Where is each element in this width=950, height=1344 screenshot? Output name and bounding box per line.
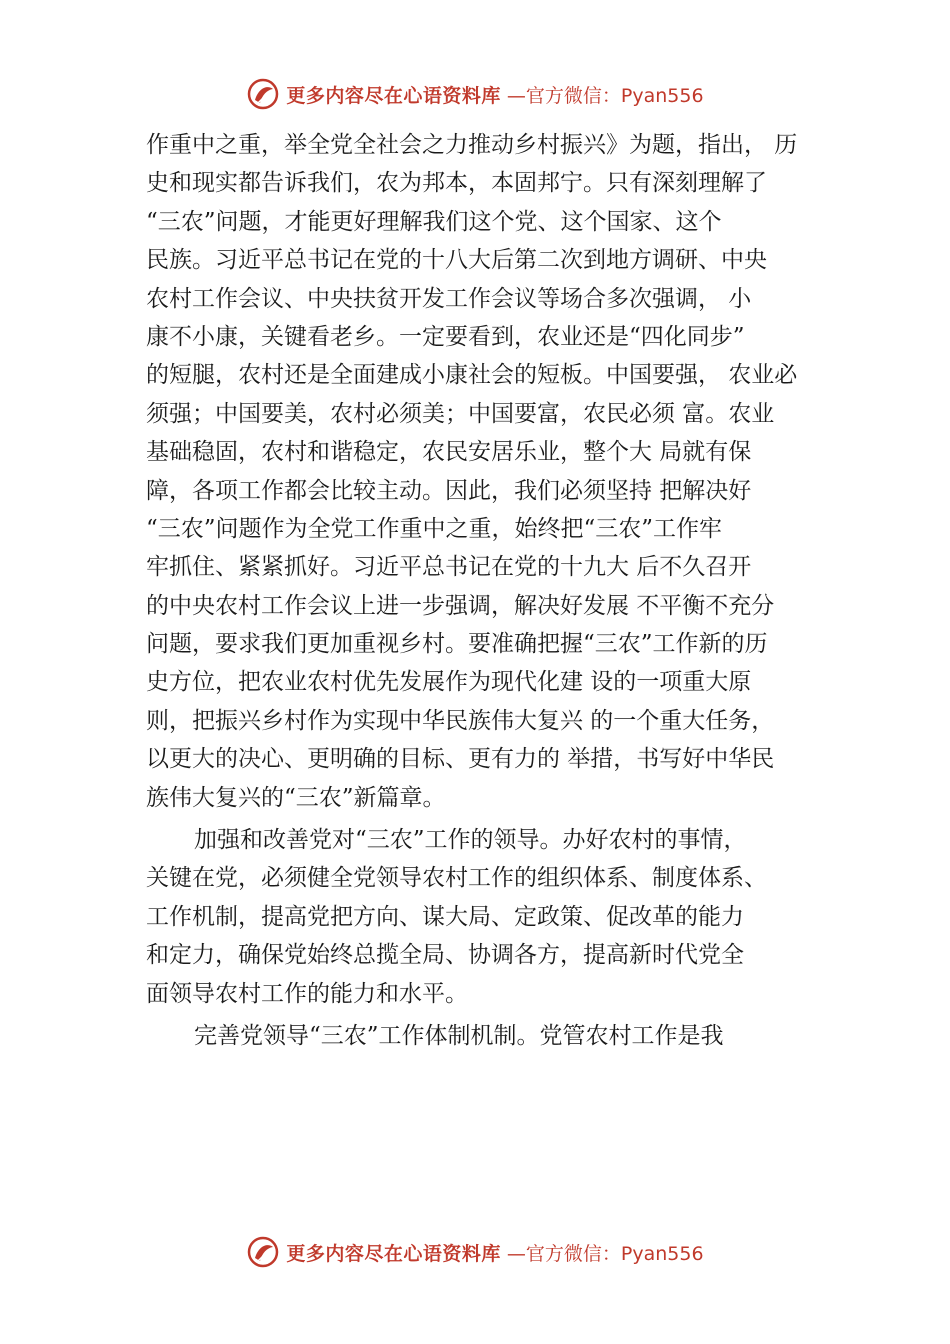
text-line: 史和现实都告诉我们，农为邦本，本固邦宁。只有深刻理解了 [146,170,767,197]
paragraph-start-line: 完善党领导“三农”工作体制机制。党管农村工作是我 [194,1022,724,1049]
text-line: 关键在党，必须健全党领导农村工作的组织体系、制度体系、 [146,865,767,892]
document-body [146,126,836,1055]
footer-brand-text: 更多内容尽在心语资料库 [286,1242,501,1265]
text-line: “三农”问题作为全党工作重中之重，始终把“三农”工作牢 [146,515,723,542]
text-line: 族伟大复兴的“三农”新篇章。 [146,784,446,811]
footer-contact-text: —官方微信：Pyan556 [506,1242,704,1265]
text-line: 的短腿，农村还是全面建成小康社会的短板。中国要强， 农业必 [146,362,798,389]
header-brand-text: 更多内容尽在心语资料库 [286,84,501,107]
text-line: 障，各项工作都会比较主动。因此，我们必须坚持 把解决好 [146,477,752,504]
text-line: 以更大的决心、更明确的目标、更有力的 举措，书写好中华民 [146,746,775,773]
text-line: 须强；中国要美，农村必须美；中国要富，农民必须 富。农业 [146,400,775,427]
text-line: 和定力，确保党始终总揽全局、协调各方，提高新时代党全 [146,942,744,969]
text-line: 则，把振兴乡村作为实现中华民族伟大复兴 的一个重大任务， [146,707,775,734]
footer-banner [0,1230,950,1274]
paragraph-start-line: 加强和改善党对“三农”工作的领导。办好农村的事情， [194,827,747,854]
text-line: 史方位，把农业农村优先发展作为现代化建 设的一项重大原 [146,669,752,696]
text-line: 作重中之重，举全党全社会之力推动乡村振兴》为题，指出， 历 [146,132,798,158]
text-line: 农村工作会议、中央扶贫开发工作会议等场合多次强调， 小 [146,285,752,312]
header-banner [0,72,950,116]
header-contact-text: —官方微信：Pyan556 [506,84,704,107]
text-line: 的中央农村工作会议上进一步强调，解决好发展 不平衡不充分 [146,592,775,619]
text-line: 基础稳固，农村和谐稳定，农民安居乐业，整个大 局就有保 [146,439,752,466]
brand-logo-icon [246,77,280,111]
text-line: 工作机制，提高党把方向、谋大局、定政策、促改革的能力 [146,903,744,930]
text-line: 面领导农村工作的能力和水平。 [146,980,468,1007]
text-line: “三农”问题，才能更好理解我们这个党、这个国家、这个 [146,208,722,235]
text-line: 牢抓住、紧紧抓好。习近平总书记在党的十九大 后不久召开 [146,554,752,581]
text-line: 康不小康，关键看老乡。一定要看到，农业还是“四化同步” [146,323,745,350]
text-line: 问题，要求我们更加重视乡村。要准确把握“三农”工作新的历 [146,631,768,658]
brand-logo-icon [246,1235,280,1269]
text-line: 民族。习近平总书记在党的十八大后第二次到地方调研、中央 [146,247,767,274]
